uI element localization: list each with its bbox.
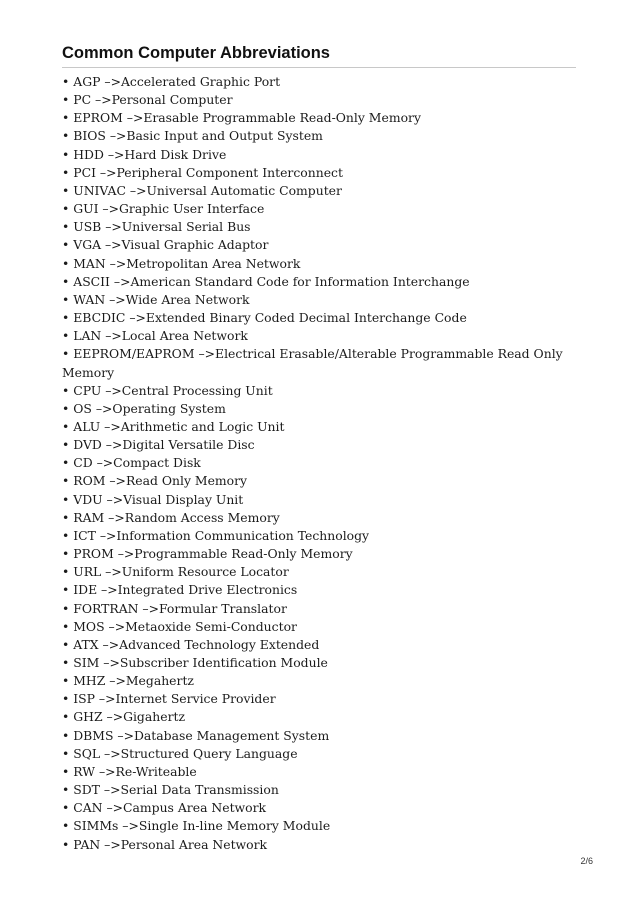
list-item: • PROM –>Programmable Read-Only Memory (62, 546, 353, 562)
list-item: • LAN –>Local Area Network (62, 328, 248, 344)
page-title: Common Computer Abbreviations (62, 44, 330, 62)
list-item: • FORTRAN –>Formular Translator (62, 600, 287, 616)
list-item: • CD –>Compact Disk (62, 455, 201, 471)
list-item: • URL –>Uniform Resource Locator (62, 564, 289, 580)
list-item: • AGP –>Accelerated Graphic Port (62, 74, 281, 89)
list-item: • SQL –>Structured Query Language (62, 745, 298, 761)
list-item: • DBMS –>Database Management System (62, 727, 330, 743)
list-item: • ROM –>Read Only Memory (62, 473, 248, 489)
list-item: • SDT –>Serial Data Transmission (62, 782, 279, 798)
page-number: 2/6 (580, 856, 593, 866)
list-item: • PC –>Personal Computer (62, 92, 233, 108)
list-item: • BIOS –>Basic Input and Output System (62, 128, 323, 144)
list-item: • RW –>Re-Writeable (62, 763, 197, 779)
list-item: • ATX –>Advanced Technology Extended (62, 636, 320, 652)
list-item: • EPROM –>Erasable Programmable Read-Only Memory (62, 110, 421, 126)
list-item: • OS –>Operating System (62, 400, 226, 416)
list-item: • ISP –>Internet Service Provider (62, 691, 276, 707)
list-item: • VGA –>Visual Graphic Adaptor (62, 237, 269, 253)
list-item: • GUI –>Graphic User Interface (62, 201, 265, 217)
list-item: • PAN –>Personal Area Network (62, 836, 268, 852)
list-item: • USB –>Universal Serial Bus (62, 219, 251, 235)
list-item: • EEPROM/EAPROM –>Electrical Erasable/Alterable Programmable Read Only Memory (62, 346, 563, 380)
list-item: • VDU –>Visual Display Unit (62, 491, 244, 507)
list-item: • MHZ –>Megahertz (62, 673, 194, 689)
list-item: • SIM –>Subscriber Identification Module (62, 655, 328, 670)
list-item: • SIMMs –>Single In-line Memory Module (62, 818, 331, 834)
list-item: • ALU –>Arithmetic and Logic Unit (62, 418, 285, 434)
list-item: • MAN –>Metropolitan Area Network (62, 255, 301, 271)
list-item: • DVD –>Digital Versatile Disc (62, 437, 255, 453)
list-item: • ICT –>Information Communication Technology (62, 527, 370, 543)
list-item: • IDE –>Integrated Drive Electronics (62, 582, 298, 598)
list-item: • WAN –>Wide Area Network (62, 291, 250, 307)
list-item: • CAN –>Campus Area Network (62, 800, 267, 816)
list-item: • CPU –>Central Processing Unit (62, 382, 273, 398)
list-item: • RAM –>Random Access Memory (62, 509, 280, 525)
title-divider (62, 67, 576, 68)
list-item: • HDD –>Hard Disk Drive (62, 146, 227, 162)
list-item: • MOS –>Metaoxide Semi-Conductor (62, 618, 297, 634)
list-item: • ASCII –>American Standard Code for Information Interchange (62, 273, 470, 289)
list-item: • GHZ –>Gigahertz (62, 709, 185, 725)
abbreviation-list (62, 73, 576, 854)
list-item: • PCI –>Peripheral Component Interconnect (62, 164, 343, 180)
list-item: • EBCDIC –>Extended Binary Coded Decimal Interchange Code (62, 310, 467, 326)
list-item: • UNIVAC –>Universal Automatic Computer (62, 182, 342, 198)
